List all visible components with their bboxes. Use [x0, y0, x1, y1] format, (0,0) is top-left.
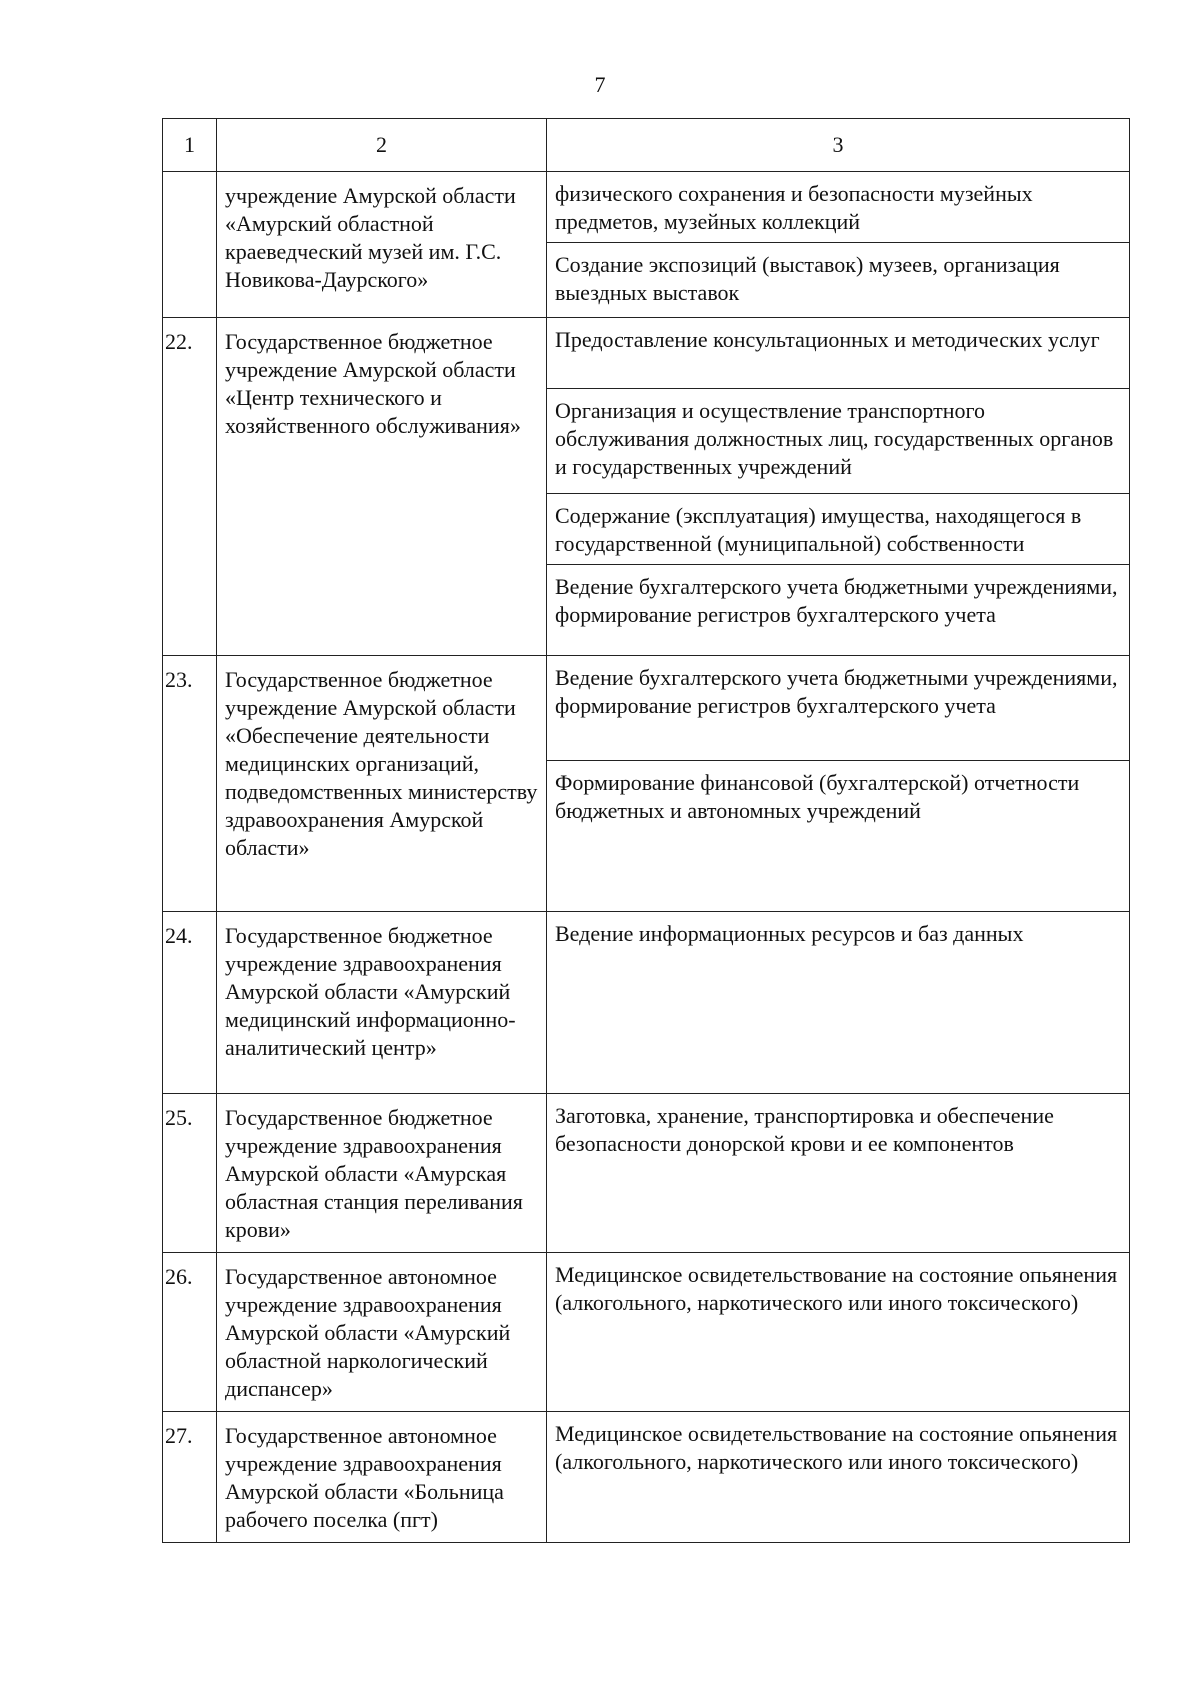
service-item: Медицинское освидетельствование на состояние опьянения (алкогольного, наркотического или иного токсического)	[555, 1421, 1118, 1474]
table-row	[163, 1412, 1130, 1543]
service-item: Ведение бухгалтерского учета бюджетными учреждениями, формирование регистров бухгалтерского учета	[555, 574, 1118, 627]
services-cell	[547, 1253, 1130, 1412]
services-cell	[547, 172, 1130, 318]
table-row	[163, 1253, 1130, 1412]
services-cell	[547, 1412, 1130, 1543]
table-row	[163, 172, 1130, 318]
table-row	[163, 1094, 1130, 1253]
service-item: Создание экспозиций (выставок) музеев, организация выездных выставок	[555, 252, 1060, 305]
column-header-2: 2	[217, 119, 547, 172]
row-number: 26.	[163, 1253, 217, 1412]
table-row	[163, 656, 1130, 912]
organization-name: Государственное автономное учреждение здравоохранения Амурской области «Амурский областной наркологический диспансер»	[217, 1253, 547, 1412]
row-number: 25.	[163, 1094, 217, 1253]
service-item: Предоставление консультационных и методических услуг	[547, 318, 1129, 389]
organization-name: Государственное бюджетное учреждение здравоохранения Амурской области «Амурский медицинский информационно-аналитический центр»	[217, 912, 547, 1094]
row-number: 23.	[163, 656, 217, 912]
table-row	[163, 912, 1130, 1094]
column-header-1: 1	[163, 119, 217, 172]
services-cell	[547, 912, 1130, 1094]
organization-name: Государственное бюджетное учреждение Амурской области «Центр технического и хозяйственного обслуживания»	[217, 318, 547, 656]
service-item: Медицинское освидетельствование на состояние опьянения (алкогольного, наркотического или иного токсического)	[555, 1262, 1118, 1315]
services-cell	[547, 318, 1130, 656]
organization-name: Государственное автономное учреждение здравоохранения Амурской области «Больница рабочего поселка (пгт)	[217, 1412, 547, 1543]
organization-name: учреждение Амурской области «Амурский областной краеведческий музей им. Г.С. Новикова-Даурского»	[217, 172, 547, 318]
page-number: 7	[594, 72, 606, 97]
row-number	[163, 172, 217, 318]
services-cell	[547, 1094, 1130, 1253]
service-item: Ведение информационных ресурсов и баз данных	[555, 921, 1024, 946]
table-header-row	[163, 119, 1130, 172]
column-header-3: 3	[547, 119, 1130, 172]
organization-name: Государственное бюджетное учреждение Амурской области «Обеспечение деятельности медицинских организаций, подведомственных министерству здравоохранения Амурской области»	[217, 656, 547, 912]
service-item: физического сохранения и безопасности музейных предметов, музейных коллекций	[547, 172, 1129, 243]
service-item: Содержание (эксплуатация) имущества, находящегося в государственной (муниципальной) собственности	[547, 494, 1129, 565]
services-table	[162, 118, 1130, 1543]
service-item: Заготовка, хранение, транспортировка и обеспечение безопасности донорской крови и ее компонентов	[555, 1103, 1054, 1156]
table-row	[163, 318, 1130, 656]
row-number: 24.	[163, 912, 217, 1094]
services-cell	[547, 656, 1130, 912]
service-item: Ведение бухгалтерского учета бюджетными учреждениями, формирование регистров бухгалтерского учета	[547, 656, 1129, 761]
service-item: Формирование финансовой (бухгалтерской) отчетности бюджетных и автономных учреждений	[555, 770, 1080, 823]
organization-name: Государственное бюджетное учреждение здравоохранения Амурской области «Амурская областная станция переливания крови»	[217, 1094, 547, 1253]
row-number: 27.	[163, 1412, 217, 1543]
service-item: Организация и осуществление транспортного обслуживания должностных лиц, государственных органов и государственных учреждений	[547, 389, 1129, 494]
row-number: 22.	[163, 318, 217, 656]
